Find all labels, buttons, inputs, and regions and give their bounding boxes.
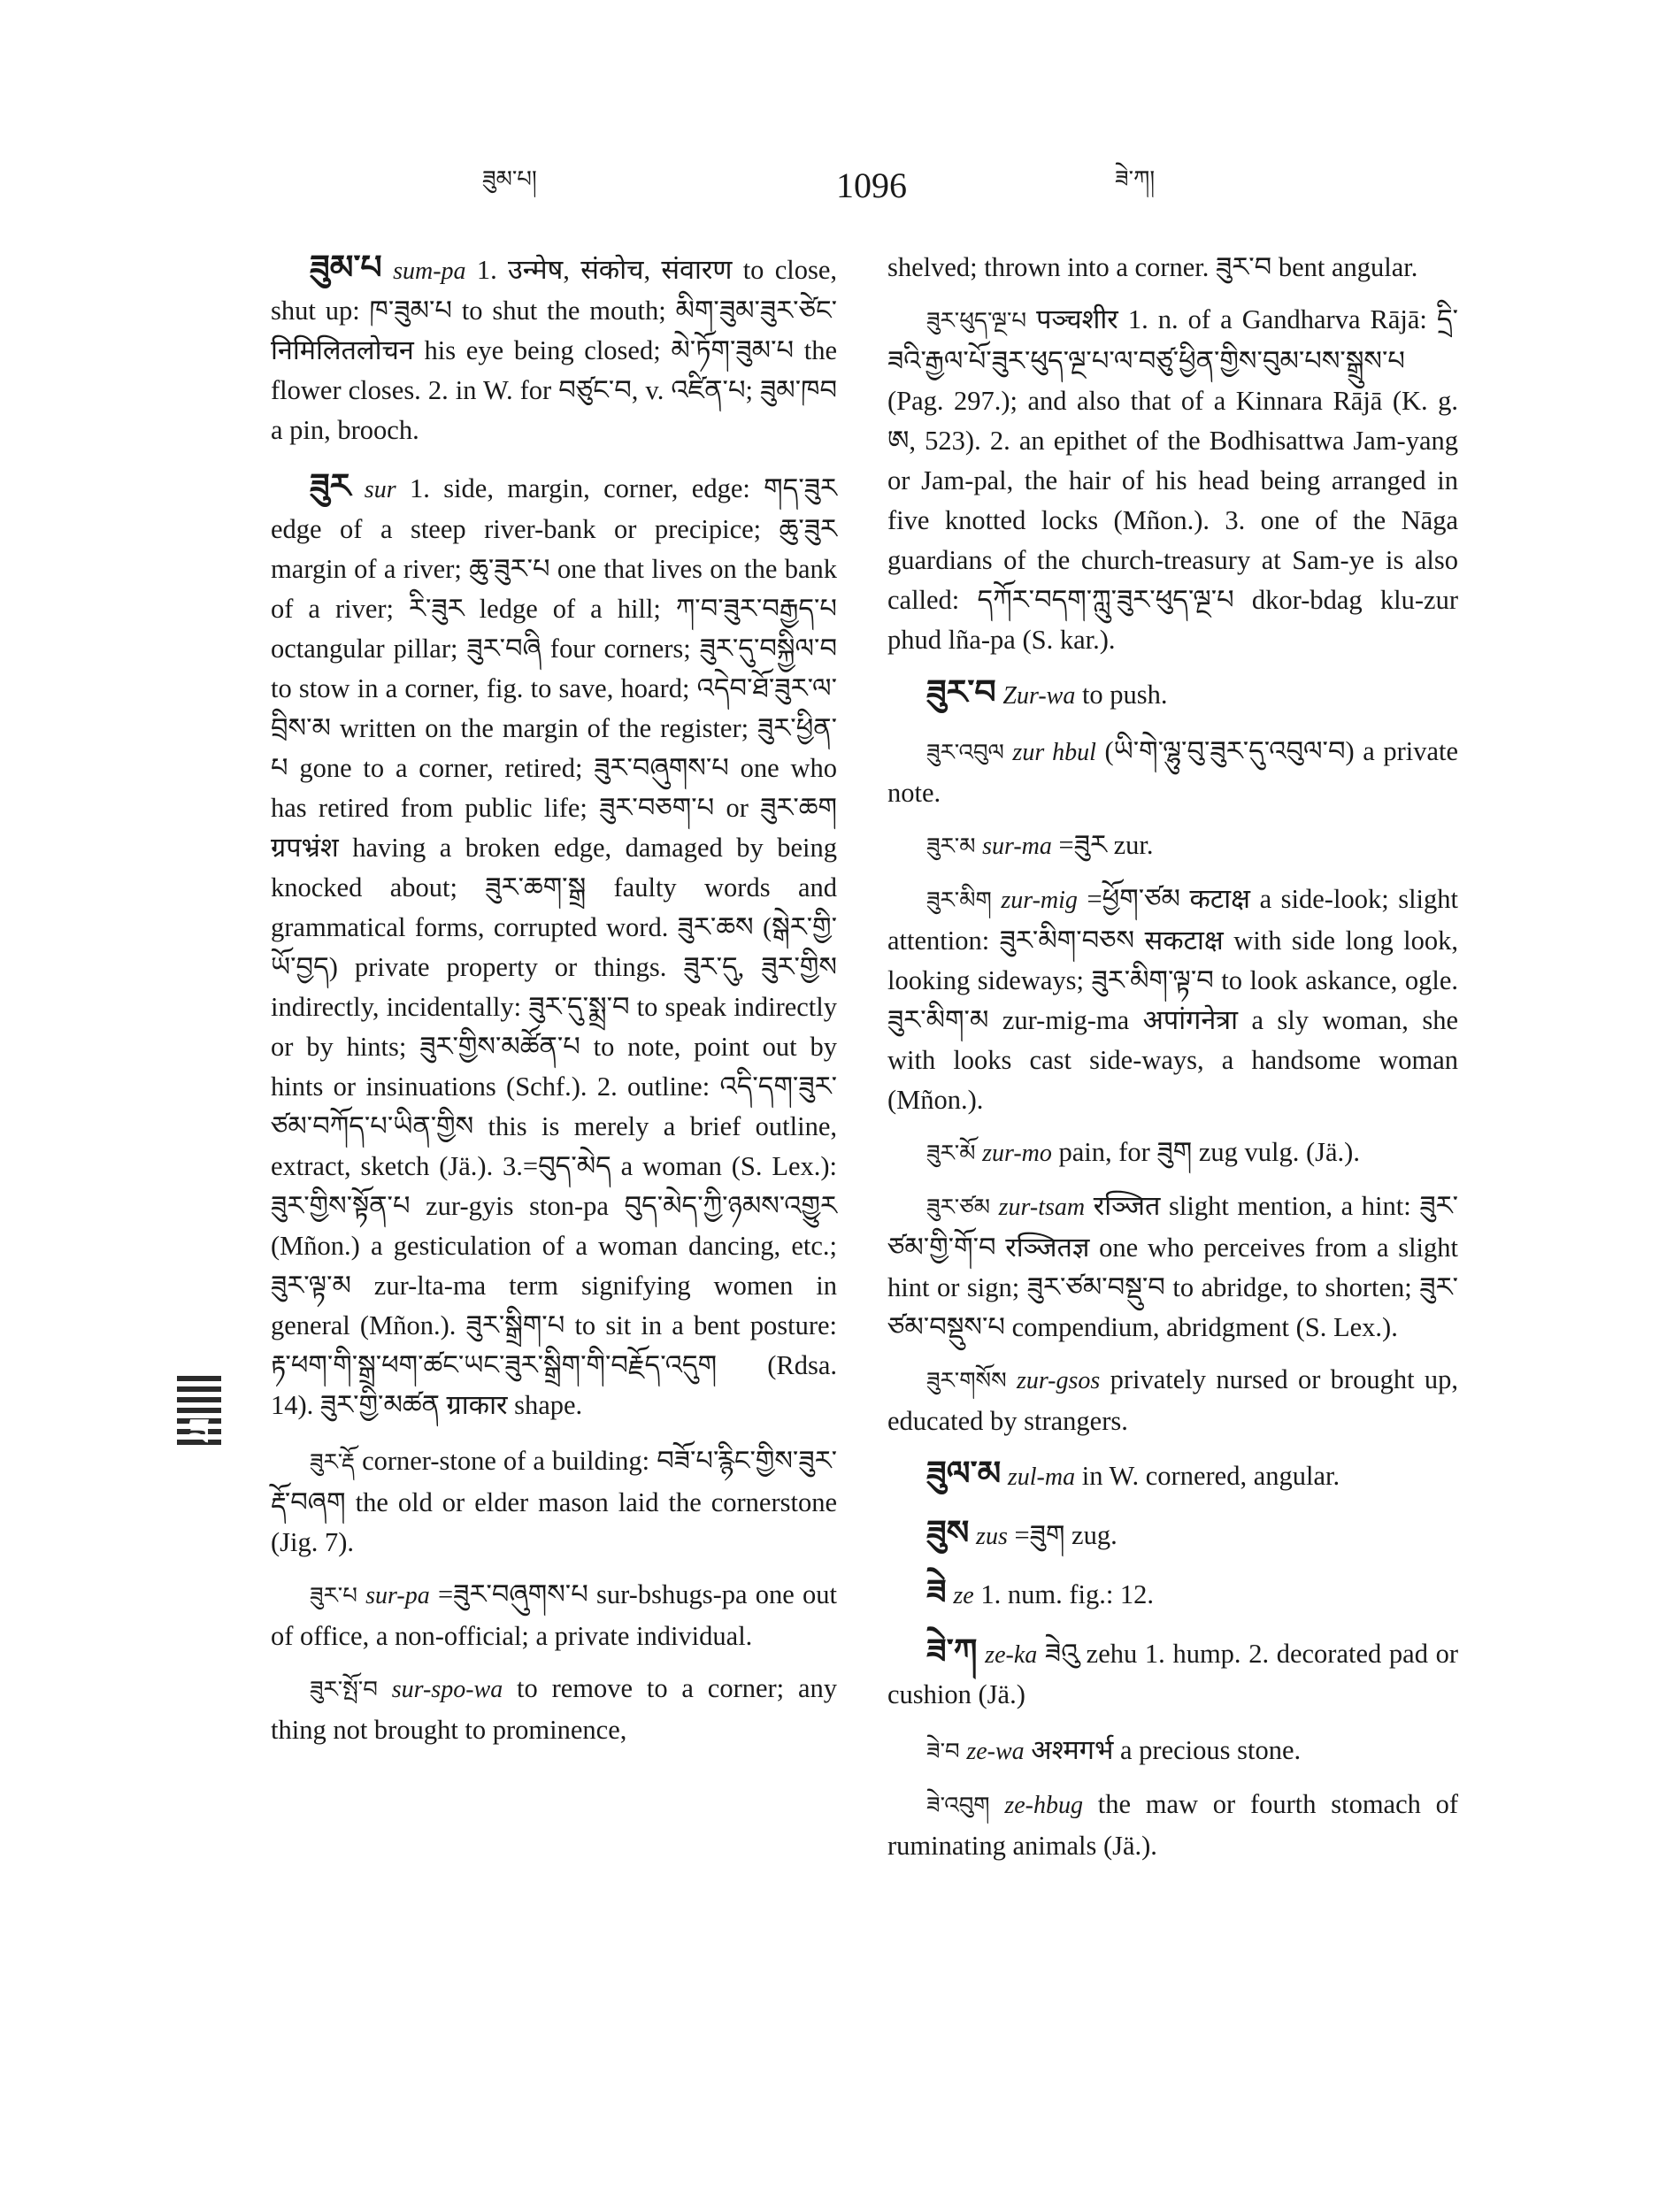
entry-body: pain, for ཟུག zug vulg. (Jä.). [1058,1137,1360,1167]
entry-body: पञ्चशीर 1. n. of a Gandharva Rājā: དྲི་ཟའི་རྒྱལ་པོ་ཟུར་ཕུད་ལྔ་པ་ལ་བཙུ་ཕྱིན་གྱིས་བུམ་པས་སྒྲུས་པ (Pag. 297.); and also that of a Kinnara Rājā (K. g. ཨ, 523). 2. an epithet of the Bodhisattwa Jam-yang or Jam-pal, the hair of his head being arranged in five knotted locks (Mñon.). 3. one of the Nāga guardians of the church-treasury at Sam-ye is also called: དཀོར་བདག་ཀླུ་ཟུར་ཕུད་ལྔ་པ dkor-bdag klu-zur phud lña-pa (S. kar.). [887,304,1459,655]
dictionary-entry [887,1133,1458,1174]
dictionary-entry [887,1632,1458,1715]
entry-body: 1. उन्मेष, संकोच, संवारण to close, shut up: ཁ་ཟུམ་པ to shut the mouth; མིག་ཟུམ་ཟུར་ཙེང་ निमिलितलोचन his eye being closed; མེ་ཏོག་ཟུམ་པ the flower closes. 2. in W. for བཙུང་བ, v. འཛིན་པ; ཟུམ་ཁབ a pin, brooch. [271,255,838,445]
entry-headword-tibetan: ཟུར [310,466,351,505]
entry-body: =ཕྱོག་ཙམ कटाक्ष a side-look; slight attention: ཟུར་མིག་བཅས सकटाक्ष with side long look, looking sideways; ཟུར་མིག་ལྟ་བ to look askance, ogle. ཟུར་མིག་མ zur-mig-ma अपांगनेत्रा a sly woman, she with looks cast side-ways, a handsome woman (Mñon.). [887,884,1459,1115]
right-column [887,248,1458,1878]
entry-headword-romanized: sur-ma [982,833,1052,860]
entry-headword-romanized: sur-spo-wa [391,1676,503,1703]
dictionary-entry [887,1785,1458,1866]
entry-headword-romanized: zus [976,1523,1008,1550]
entry-headword-tibetan: ཟུར་མིག [926,887,992,914]
dictionary-entry [887,879,1458,1120]
entry-body: (ཡི་གེ་ལྷུ་བུ་ཟུར་དུ་འབུལ་བ) a private note. [887,736,1458,808]
entry-body: shelved; thrown into a corner. ཟུར་བ bent angular. [887,252,1418,282]
entry-headword-tibetan: ཟུར་མོ [926,1141,976,1167]
entry-headword-tibetan: ཟུར་འབུལ [926,740,1004,766]
dictionary-entry [887,1513,1458,1556]
dictionary-entry [887,1454,1458,1497]
entry-body: रञ्जित slight mention, a hint: ཟུར་ཙམ་གྱི་གོ་བ रञ्जितज्ञ one who perceives from a slight hint or sign; ཟུར་ཙམ་བསྡུ་བ to abridge, to shorten; ཟུར་ཙམ་བསྡུས་པ compendium, abridgment (S. Lex.). [887,1191,1458,1342]
entry-headword-romanized: ze-wa [966,1738,1025,1765]
dictionary-entry [887,300,1458,660]
left-column [271,248,837,1763]
entry-headword-tibetan: ཟེ་ཀ [926,1632,978,1671]
entry-headword-romanized: zur-gsos [1016,1367,1101,1394]
entry-headword-romanized: ze [953,1582,974,1609]
entry-headword-romanized: sur [364,476,396,503]
entry-headword-tibetan: ཟུར་བ [926,672,996,711]
entry-headword-romanized: zur-tsam [998,1194,1086,1221]
running-head-right: ཟེ་ཀ། [1115,166,1156,193]
entry-headword-tibetan: ཟུར་མ [926,833,976,860]
dictionary-entry [887,1187,1458,1348]
entry-body: =ཟུར zur. [1058,830,1154,860]
entry-headword-tibetan: ཟེ [926,1572,947,1611]
entry-headword-tibetan: ཟུར་གསོས [926,1368,1007,1394]
dictionary-entry [887,732,1458,813]
entry-headword-tibetan: ཟུས [926,1513,970,1552]
entry-body: corner-stone of a building: བཟོ་པ་རྙིང་གྱིས་ཟུར་རྡོ་བཞག the old or elder mason laid the cornerstone (Jig. 7). [271,1446,837,1557]
entry-body: the maw or fourth stomach of ruminating animals (Jä.). [887,1789,1459,1861]
running-head-left: ཟུམ་པ། [482,166,537,193]
entry-body: to push. [1081,680,1168,710]
entry-headword-romanized: ze-hbug [1004,1792,1084,1819]
dictionary-entry [887,826,1458,867]
entry-body: to remove to a corner; any thing not brought to prominence, [271,1673,838,1745]
entry-body: ཟེའུ zehu 1. hump. 2. decorated pad or cushion (Jä.) [887,1639,1459,1709]
entry-headword-romanized: sum-pa [393,257,466,285]
side-marker-glyph: ཟ [188,1412,210,1453]
dictionary-entry [887,1572,1458,1616]
entry-body: privately nursed or brought up, educated by strangers. [887,1364,1458,1436]
entry-headword-tibetan: ཟེ་བ [926,1739,960,1765]
dictionary-entry-continued [887,248,1458,288]
dictionary-entry [887,1360,1458,1441]
entry-body: in W. cornered, angular. [1081,1461,1340,1491]
entry-headword-romanized: zur hbul [1012,739,1096,766]
dictionary-entry [271,466,837,1425]
dictionary-entry [271,1575,837,1656]
dictionary-entry [271,1441,837,1563]
entry-headword-tibetan: ཟེ་འབུག [926,1793,990,1819]
entry-headword-romanized: ze-ka [985,1641,1038,1669]
entry-headword-romanized: sur-pa [365,1582,430,1609]
entry-body: अश्मगर्भ a precious stone. [1031,1735,1302,1765]
entry-headword-tibetan: ཟུལ་མ [926,1454,1002,1493]
entry-body: =ཟུར་བཞུགས་པ sur-bshugs-pa one out of office, a non-official; a private individual. [271,1579,838,1651]
entry-body: =ཟུག zug. [1014,1520,1118,1550]
entry-headword-tibetan: ཟུམ་པ [310,248,382,287]
dictionary-entry [271,1669,837,1750]
entry-headword-tibetan: ཟུར་པ [310,1583,357,1609]
entry-headword-romanized: zur-mig [1001,887,1078,914]
dictionary-entry [887,1731,1458,1772]
entry-headword-romanized: Zur-wa [1002,682,1076,710]
entry-body: 1. side, margin, corner, edge: གད་ཟུར edge of a steep river-bank or precipice; ཆུ་ཟུར margin of a river; ཆུ་ཟུར་པ one that lives on the bank of a river; རི་ཟུར ledge of a hill; ཀ་བ་ཟུར་བརྒྱད་པ octangular pillar; ཟུར་བཞི four corners; ཟུར་དུ་བསྐྱིལ་བ to stow in a corner, fig. to save, hoard; འདེབ་ཐོ་ཟུར་ལ་བྲིས་མ written on the margin of the register; ཟུར་ཕྱིན་པ gone to a corner, retired; ཟུར་བཞུགས་པ one who has retired from public life; ཟུར་བཅག་པ or ཟུར་ཆག ग्रपभ्रंश having a broken edge, damaged by being knocked about; ཟུར་ཆག་སྒྲ faulty words and grammatical forms, corrupted word. ཟུར་ཆས (སྒེར་གྱི་ཡོ་བྱད) private property or things. ཟུར་དུ, ཟུར་གྱིས indirectly, incidentally: ཟུར་དུ་སྨྲ་བ to speak indirectly or by hints; ཟུར་གྱིས་མཚོན་པ to note, point out by hints or insinuations (Schf.). 2. outline: འདི་དག་ཟུར་ཙམ་བཀོད་པ་ཡིན་གྱིས this is merely a brief outline, extract, sketch (Jä.). 3.=བུད་མེད a woman (S. Lex.): ཟུར་གྱིས་སྟོན་པ zur-gyis ston-pa བུད་མེད་ཀྱི་ཉམས་འགྱུར (Mñon.) a gesticulation of a woman dancing, etc.; ཟུར་ལྟ་མ zur-lta-ma term signifying women in general (Mñon.). ཟུར་སྒྲིག་པ to sit in a bent posture: རྟ་ཕག་གི་སྒྲ་ཕག་ཚང་ཡང་ཟུར་སྒྲིག་གི་བརྗོད་འདུག (Rdsa. 14). ཟུར་གྱི་མཚན ग्राकार shape. [271,473,837,1420]
page-number: 1096 [836,165,907,205]
entry-headword-tibetan: ཟུར་ཕུད་ལྔ་པ [926,308,1027,334]
entry-headword-romanized: zur-mo [982,1140,1052,1167]
entry-headword-tibetan: ཟུར་རྡོ [310,1449,355,1476]
dictionary-entry [887,672,1458,716]
entry-body: 1. num. fig.: 12. [980,1579,1155,1609]
entry-headword-romanized: zul-ma [1007,1463,1076,1491]
dictionary-entry [271,248,837,450]
entry-headword-tibetan: ཟུར་ཙམ [926,1194,991,1221]
tibetan-letter-tab-icon [173,1376,225,1453]
entry-headword-tibetan: ཟུར་སྤོ་བ [310,1677,378,1703]
